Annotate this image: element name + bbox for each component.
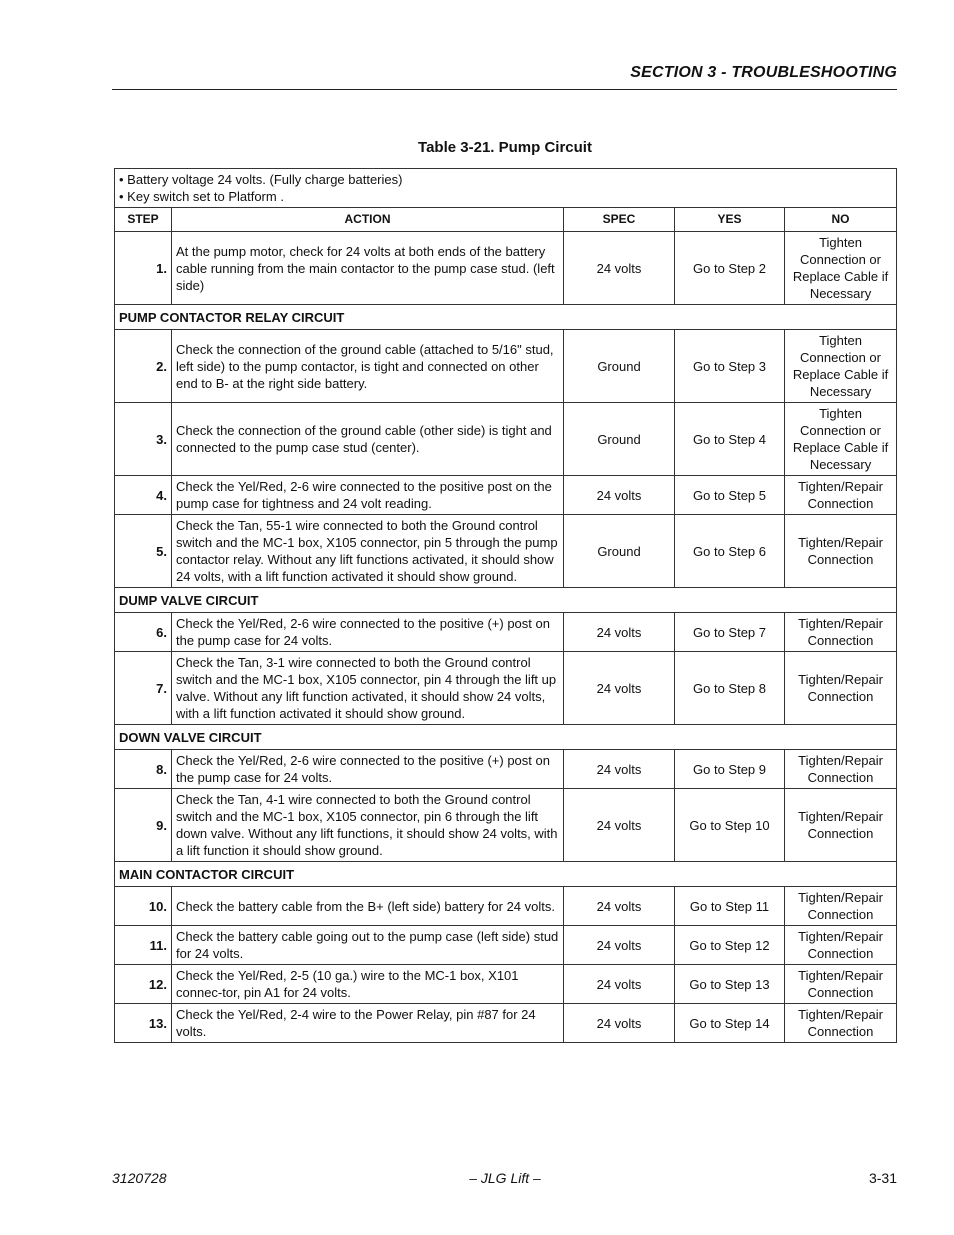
no-result: Tighten/Repair Connection bbox=[785, 750, 897, 789]
action-text: Check the battery cable from the B+ (left side) battery for 24 volts. bbox=[172, 887, 564, 926]
action-text: Check the Tan, 55-1 wire connected to both the Ground control switch and the MC-1 box, X105 connector, pin 5 through the pump contactor relay. Without any lift functions activated, it should show 24 volts, with a lift function activated it should show ground. bbox=[172, 515, 564, 588]
table-row bbox=[115, 1004, 897, 1043]
table-row bbox=[115, 330, 897, 403]
table-row bbox=[115, 476, 897, 515]
section-heading: MAIN CONTACTOR CIRCUIT bbox=[115, 862, 897, 887]
step-number: 10. bbox=[115, 887, 172, 926]
spec-value: 24 volts bbox=[564, 926, 675, 965]
no-result: Tighten/Repair Connection bbox=[785, 887, 897, 926]
yes-result: Go to Step 2 bbox=[675, 232, 785, 305]
section-row bbox=[115, 588, 897, 613]
spec-value: 24 volts bbox=[564, 232, 675, 305]
action-text: At the pump motor, check for 24 volts at both ends of the battery cable running from the main contactor to the pump case stud. (left side) bbox=[172, 232, 564, 305]
no-result: Tighten/Repair Connection bbox=[785, 515, 897, 588]
table-row bbox=[115, 515, 897, 588]
action-text: Check the Tan, 3-1 wire connected to both the Ground control switch and the MC-1 box, X105 connector, pin 4 through the lift up valve. Without any lift function activated, it should show 24 volts, with a lift function activated it should show ground. bbox=[172, 652, 564, 725]
action-text: Check the Yel/Red, 2-6 wire connected to the positive post on the pump case for tightness and 24 volt reading. bbox=[172, 476, 564, 515]
section-row bbox=[115, 862, 897, 887]
no-result: Tighten/Repair Connection bbox=[785, 652, 897, 725]
table-row bbox=[115, 652, 897, 725]
header-row bbox=[115, 208, 897, 232]
pump-circuit-table bbox=[114, 168, 897, 1043]
yes-result: Go to Step 11 bbox=[675, 887, 785, 926]
step-number: 13. bbox=[115, 1004, 172, 1043]
header-divider bbox=[112, 89, 897, 90]
step-number: 11. bbox=[115, 926, 172, 965]
yes-result: Go to Step 12 bbox=[675, 926, 785, 965]
step-number: 9. bbox=[115, 789, 172, 862]
note-line: • Key switch set to Platform . bbox=[119, 189, 284, 204]
section-title: SECTION 3 - TROUBLESHOOTING bbox=[630, 64, 897, 81]
table-row bbox=[115, 613, 897, 652]
yes-result: Go to Step 13 bbox=[675, 965, 785, 1004]
spec-value: Ground bbox=[564, 515, 675, 588]
action-text: Check the Yel/Red, 2-6 wire connected to the positive (+) post on the pump case for 24 volts. bbox=[172, 613, 564, 652]
column-header-step: STEP bbox=[115, 208, 172, 232]
step-number: 6. bbox=[115, 613, 172, 652]
action-text: Check the Yel/Red, 2-4 wire to the Power Relay, pin #87 for 24 volts. bbox=[172, 1004, 564, 1043]
yes-result: Go to Step 9 bbox=[675, 750, 785, 789]
spec-value: 24 volts bbox=[564, 476, 675, 515]
section-heading: PUMP CONTACTOR RELAY CIRCUIT bbox=[115, 305, 897, 330]
table-row bbox=[115, 789, 897, 862]
section-heading: DOWN VALVE CIRCUIT bbox=[115, 725, 897, 750]
table-row bbox=[115, 750, 897, 789]
section-row bbox=[115, 305, 897, 330]
yes-result: Go to Step 10 bbox=[675, 789, 785, 862]
yes-result: Go to Step 3 bbox=[675, 330, 785, 403]
yes-result: Go to Step 7 bbox=[675, 613, 785, 652]
no-result: Tighten Connection or Replace Cable if Necessary bbox=[785, 232, 897, 305]
step-number: 5. bbox=[115, 515, 172, 588]
document-number: 3120728 bbox=[112, 1170, 167, 1186]
spec-value: 24 volts bbox=[564, 965, 675, 1004]
step-number: 3. bbox=[115, 403, 172, 476]
yes-result: Go to Step 4 bbox=[675, 403, 785, 476]
spec-value: Ground bbox=[564, 403, 675, 476]
notes-row bbox=[115, 169, 897, 208]
step-number: 4. bbox=[115, 476, 172, 515]
notes-cell bbox=[115, 169, 897, 208]
yes-result: Go to Step 5 bbox=[675, 476, 785, 515]
yes-result: Go to Step 8 bbox=[675, 652, 785, 725]
spec-value: 24 volts bbox=[564, 789, 675, 862]
step-number: 1. bbox=[115, 232, 172, 305]
page-number: 3-31 bbox=[868, 1170, 897, 1186]
section-row bbox=[115, 725, 897, 750]
action-text: Check the connection of the ground cable (other side) is tight and connected to the pump case stud (center). bbox=[172, 403, 564, 476]
spec-value: 24 volts bbox=[564, 1004, 675, 1043]
action-text: Check the Yel/Red, 2-6 wire connected to the positive (+) post on the pump case for 24 volts. bbox=[172, 750, 564, 789]
table-row bbox=[115, 232, 897, 305]
no-result: Tighten Connection or Replace Cable if Necessary bbox=[785, 330, 897, 403]
spec-value: 24 volts bbox=[564, 613, 675, 652]
step-number: 12. bbox=[115, 965, 172, 1004]
no-result: Tighten/Repair Connection bbox=[785, 1004, 897, 1043]
action-text: Check the battery cable going out to the pump case (left side) stud for 24 volts. bbox=[172, 926, 564, 965]
section-heading: DUMP VALVE CIRCUIT bbox=[115, 588, 897, 613]
no-result: Tighten/Repair Connection bbox=[785, 476, 897, 515]
action-text: Check the Tan, 4-1 wire connected to both the Ground control switch and the MC-1 box, X105 connector, pin 6 through the lift down valve. Without any lift functions, it should show 24 volts, with a lift function it should show ground. bbox=[172, 789, 564, 862]
yes-result: Go to Step 14 bbox=[675, 1004, 785, 1043]
column-header-action: ACTION bbox=[172, 208, 564, 232]
action-text: Check the connection of the ground cable (attached to 5/16" stud, left side) to the pump contactor, is tight and connected on other end to B- at the right side battery. bbox=[172, 330, 564, 403]
footer-brand: – JLG Lift – bbox=[469, 1170, 541, 1186]
no-result: Tighten/Repair Connection bbox=[785, 613, 897, 652]
no-result: Tighten/Repair Connection bbox=[785, 926, 897, 965]
action-text: Check the Yel/Red, 2-5 (10 ga.) wire to the MC-1 box, X101 connec-tor, pin A1 for 24 volts. bbox=[172, 965, 564, 1004]
column-header-spec: SPEC bbox=[564, 208, 675, 232]
spec-value: 24 volts bbox=[564, 750, 675, 789]
column-header-no: NO bbox=[785, 208, 897, 232]
table-body bbox=[115, 169, 897, 1043]
no-result: Tighten/Repair Connection bbox=[785, 789, 897, 862]
no-result: Tighten/Repair Connection bbox=[785, 965, 897, 1004]
yes-result: Go to Step 6 bbox=[675, 515, 785, 588]
note-line: • Battery voltage 24 volts. (Fully charge batteries) bbox=[119, 172, 403, 187]
step-number: 7. bbox=[115, 652, 172, 725]
no-result: Tighten Connection or Replace Cable if Necessary bbox=[785, 403, 897, 476]
step-number: 8. bbox=[115, 750, 172, 789]
table-row bbox=[115, 403, 897, 476]
column-header-yes: YES bbox=[675, 208, 785, 232]
spec-value: Ground bbox=[564, 330, 675, 403]
spec-value: 24 volts bbox=[564, 887, 675, 926]
table-row bbox=[115, 926, 897, 965]
table-row bbox=[115, 965, 897, 1004]
spec-value: 24 volts bbox=[564, 652, 675, 725]
step-number: 2. bbox=[115, 330, 172, 403]
table-row bbox=[115, 887, 897, 926]
table-caption: Table 3-21. Pump Circuit bbox=[418, 139, 592, 156]
